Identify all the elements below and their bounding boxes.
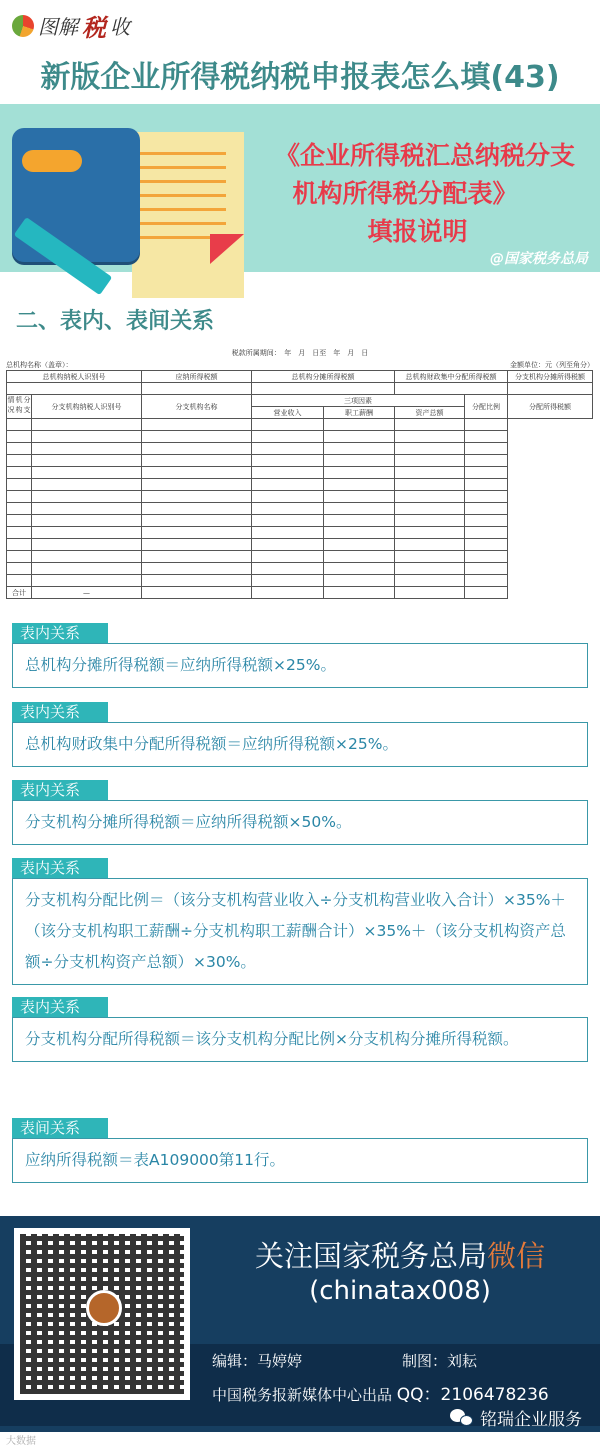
brand-highlight: 税 [82, 14, 106, 42]
paper-line [140, 166, 226, 169]
table-row [7, 491, 593, 503]
table-row [7, 479, 593, 491]
branch-label-cell: 分支机构情况 [7, 395, 32, 419]
pie-logo-icon [12, 15, 34, 37]
source-watermark: @国家税务总局 [490, 251, 588, 267]
paper-line [140, 222, 226, 225]
page-title: 新版企业所得税纳税申报表怎么填(43) [40, 60, 560, 95]
table-row [7, 503, 593, 515]
form-org-label: 总机构名称（盖章）： [6, 361, 73, 369]
table-row [7, 551, 593, 563]
label-pill-icon [22, 150, 82, 172]
follow-text: 关注国家税务总局微信 [254, 1239, 546, 1273]
paper-line [140, 208, 226, 211]
notebook-paper-icon [132, 132, 244, 298]
header-cell: 资产总额 [395, 407, 465, 419]
header-cell: 总机构财政集中分配所得税额 [395, 371, 508, 383]
qr-code[interactable] [14, 1228, 190, 1400]
total-row: 合计 — [7, 587, 593, 599]
header-cell: 职工薪酬 [324, 407, 395, 419]
form-unit-label: 金额单位：元（列至角分） [510, 361, 594, 369]
tax-form-table [6, 348, 594, 599]
wechat-account: 铭瑞企业服务 [450, 1405, 582, 1430]
banner-title-line3: 填报说明 [367, 217, 468, 246]
banner-title-line1: 《企业所得税汇总纳税分支 [274, 141, 575, 170]
section-title: 二、表内、表间关系 [16, 309, 215, 334]
paper-line [140, 194, 226, 197]
table-row [7, 467, 593, 479]
credits: 编辑：马婷婷 制图：刘耘 [212, 1352, 478, 1370]
table-row [7, 527, 593, 539]
table-row [7, 419, 593, 431]
paper-line [140, 152, 226, 155]
wechat-icon [450, 1409, 474, 1427]
relation-box: 分支机构分配比例＝（该分支机构营业收入÷分支机构营业收入合计）×35%＋（该分支机构职工薪酬÷分支机构职工薪酬合计）×35%＋（该分支机构资产总额÷分支机构资产总额）×30%。 [12, 878, 588, 985]
header-cell: 总机构分摊所得税额 [252, 371, 395, 383]
relation-box: 分支机构分配所得税额＝该分支机构分配比例×分支机构分摊所得税额。 [12, 1017, 588, 1062]
relation-tag: 表内关系 [12, 858, 108, 879]
relation-box: 分支机构分摊所得税额＝应纳所得税额×50%。 [12, 800, 588, 845]
relation-tag: 表内关系 [12, 702, 108, 723]
relation-box: 总机构财政集中分配所得税额＝应纳所得税额×25%。 [12, 722, 588, 767]
relation-box: 总机构分摊所得税额＝应纳所得税额×25%。 [12, 643, 588, 688]
table-row [7, 539, 593, 551]
header-cell: 三项因素 [252, 395, 465, 407]
banner-title-line2: 机构所得税分配表》 [292, 179, 518, 208]
brand-suffix: 收 [110, 15, 130, 39]
paper-line [140, 180, 226, 183]
table-row [7, 455, 593, 467]
relation-tag: 表内关系 [12, 780, 108, 801]
relation-tag: 表内关系 [12, 997, 108, 1018]
header-cell: 分支机构纳税人识别号 [32, 395, 142, 419]
table-row [7, 443, 593, 455]
brand-logo [12, 8, 130, 43]
producer: 中国税务报新媒体中心出品 QQ：2106478236 [212, 1385, 549, 1405]
header-cell: 分支机构分摊所得税额 [508, 371, 593, 383]
emblem-icon [86, 1290, 122, 1326]
account-id: (chinatax008) [309, 1276, 491, 1306]
form-period: 税款所属期间： 年 月 日至 年 月 日 [231, 349, 369, 357]
header-cell: 分支机构名称 [142, 395, 252, 419]
brand-prefix: 图解 [38, 15, 78, 39]
relation-tag: 表间关系 [12, 1118, 108, 1139]
relation-box: 应纳所得税额＝表A109000第11行。 [12, 1138, 588, 1183]
table-row [7, 575, 593, 587]
header-cell: 应纳所得税额 [142, 371, 252, 383]
relation-tag: 表内关系 [12, 623, 108, 644]
header-cell: 总机构纳税人识别号 [7, 371, 142, 383]
corner-watermark: 大数据 [6, 1436, 36, 1447]
table-row [7, 515, 593, 527]
header-cell: 分配所得税额 [508, 395, 593, 419]
table-row [7, 431, 593, 443]
header-cell: 分配比例 [465, 395, 508, 419]
header-cell: 营业收入 [252, 407, 324, 419]
table-row [7, 563, 593, 575]
